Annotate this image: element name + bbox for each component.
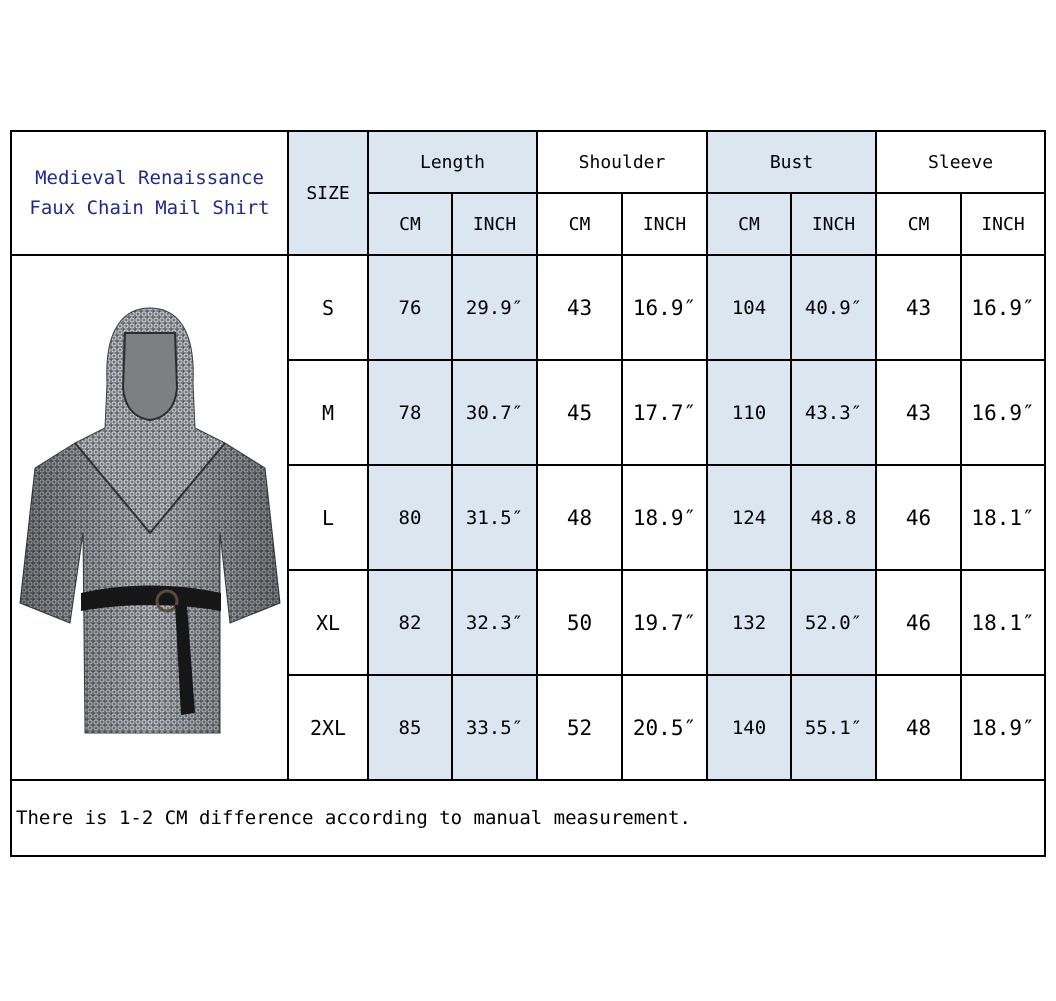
size-chart-table [10,130,1046,857]
bust-inch-cell: 40.9″ [791,255,876,360]
sleeve-header: Sleeve [876,131,1045,193]
bust-cm-header: CM [707,193,791,255]
table-row [11,255,1045,360]
length-cm-header: CM [368,193,452,255]
product-title-line1: Medieval Renaissance [35,167,264,189]
length-inch-cell: 30.7″ [452,360,537,465]
size-label: M [288,360,368,465]
length-cm-cell: 76 [368,255,452,360]
product-image [11,255,288,780]
size-label: L [288,465,368,570]
length-inch-header: INCH [452,193,537,255]
shoulder-inch-cell: 18.9″ [622,465,707,570]
sleeve-inch-cell: 18.1″ [961,465,1045,570]
length-header: Length [368,131,537,193]
sleeve-inch-cell: 16.9″ [961,360,1045,465]
sleeve-cm-cell: 48 [876,675,961,780]
length-inch-cell: 32.3″ [452,570,537,675]
length-cm-cell: 82 [368,570,452,675]
shoulder-inch-cell: 17.7″ [622,360,707,465]
bust-cm-cell: 104 [707,255,791,360]
bust-cm-cell: 140 [707,675,791,780]
sleeve-cm-header: CM [876,193,961,255]
length-cm-cell: 78 [368,360,452,465]
length-inch-cell: 31.5″ [452,465,537,570]
size-label: 2XL [288,675,368,780]
chainmail-hooded-shirt-icon [15,293,285,743]
shoulder-inch-cell: 20.5″ [622,675,707,780]
bust-inch-header: INCH [791,193,876,255]
sleeve-inch-cell: 18.9″ [961,675,1045,780]
sleeve-cm-cell: 43 [876,255,961,360]
shoulder-inch-cell: 19.7″ [622,570,707,675]
shoulder-cm-header: CM [537,193,622,255]
length-inch-cell: 33.5″ [452,675,537,780]
sleeve-inch-cell: 18.1″ [961,570,1045,675]
bust-cm-cell: 124 [707,465,791,570]
shoulder-inch-header: INCH [622,193,707,255]
shoulder-cm-cell: 43 [537,255,622,360]
bust-header: Bust [707,131,876,193]
size-label: S [288,255,368,360]
bust-cm-cell: 132 [707,570,791,675]
length-cm-cell: 80 [368,465,452,570]
shoulder-cm-cell: 45 [537,360,622,465]
sleeve-cm-cell: 46 [876,465,961,570]
shoulder-cm-cell: 48 [537,465,622,570]
size-label: XL [288,570,368,675]
shoulder-cm-cell: 50 [537,570,622,675]
length-inch-cell: 29.9″ [452,255,537,360]
product-title [11,131,288,255]
product-title-line2: Faux Chain Mail Shirt [29,197,270,219]
length-cm-cell: 85 [368,675,452,780]
bust-inch-cell: 43.3″ [791,360,876,465]
sleeve-cm-cell: 43 [876,360,961,465]
size-header: SIZE [288,131,368,255]
shoulder-inch-cell: 16.9″ [622,255,707,360]
shoulder-cm-cell: 52 [537,675,622,780]
sleeve-cm-cell: 46 [876,570,961,675]
bust-inch-cell: 55.1″ [791,675,876,780]
sleeve-inch-cell: 16.9″ [961,255,1045,360]
sleeve-inch-header: INCH [961,193,1045,255]
bust-inch-cell: 52.0″ [791,570,876,675]
shoulder-header: Shoulder [537,131,707,193]
bust-cm-cell: 110 [707,360,791,465]
bust-inch-cell: 48.8 [791,465,876,570]
measurement-note: There is 1-2 CM difference according to manual measurement. [11,780,1045,856]
